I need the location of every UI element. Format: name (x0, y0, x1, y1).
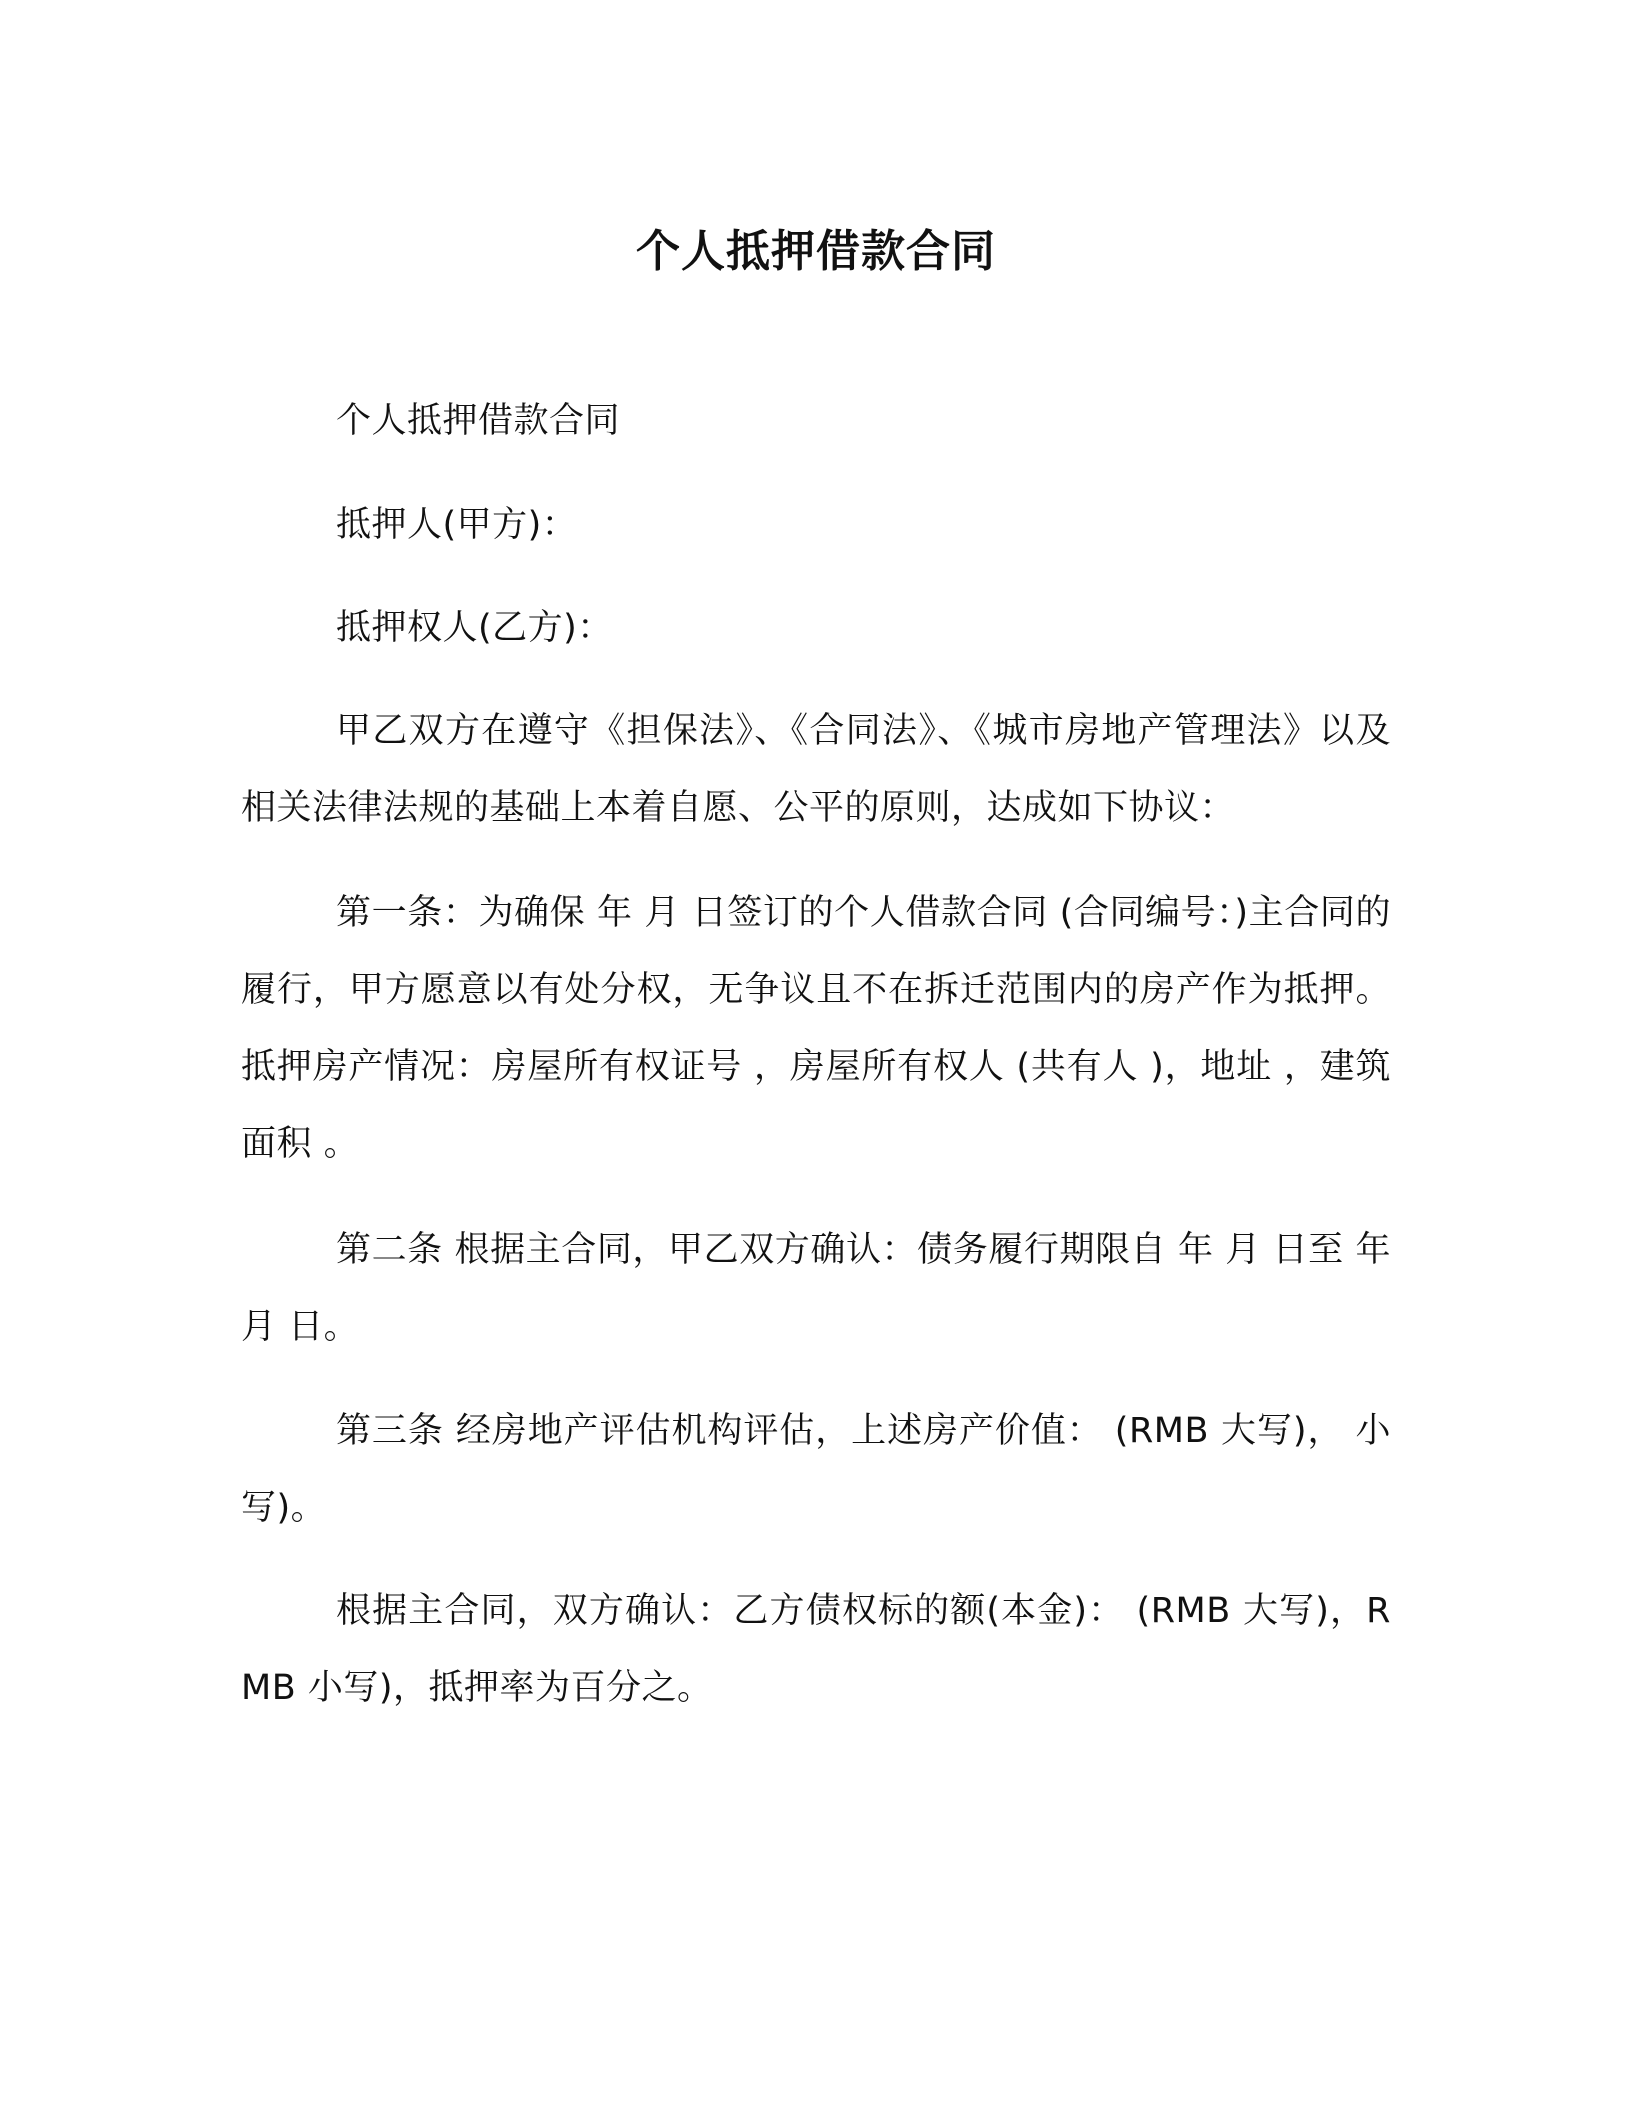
document-title: 个人抵押借款合同 (636, 226, 996, 277)
paragraph-principal-amount: 根据主合同，双方确认：乙方债权标的额(本金)： (RMB 大写)，RMB 小写)，抵押率为百分之。 (241, 1591, 1391, 1708)
paragraph-article-1: 第一条：为确保 年 月 日签订的个人借款合同 (合同编号：)主合同的履行，甲方愿意以有处分权，无争议且不在拆迁范围内的房产作为抵押。抵押房产情况：房屋所有权证号 ，房屋所有权人 (共有人 )，地址 ，建筑面积 。 (241, 893, 1391, 1164)
paragraph-contract-heading: 个人抵押借款合同 (336, 401, 621, 441)
paragraph-preamble: 甲乙双方在遵守《担保法》、《合同法》、《城市房地产管理法》以及相关法律法规的基础上本着自愿、公平的原则，达成如下协议： (241, 711, 1391, 828)
paragraph-article-3: 第三条 经房地产评估机构评估，上述房产价值： (RMB 大写)， 小写)。 (241, 1411, 1391, 1528)
paragraph-mortgagee: 抵押权人(乙方)： (336, 608, 613, 648)
paragraph-mortgagor: 抵押人(甲方)： (336, 505, 578, 545)
paragraph-article-2: 第二条 根据主合同，甲乙双方确认：债务履行期限自 年 月 日至 年 月 日。 (241, 1230, 1391, 1347)
